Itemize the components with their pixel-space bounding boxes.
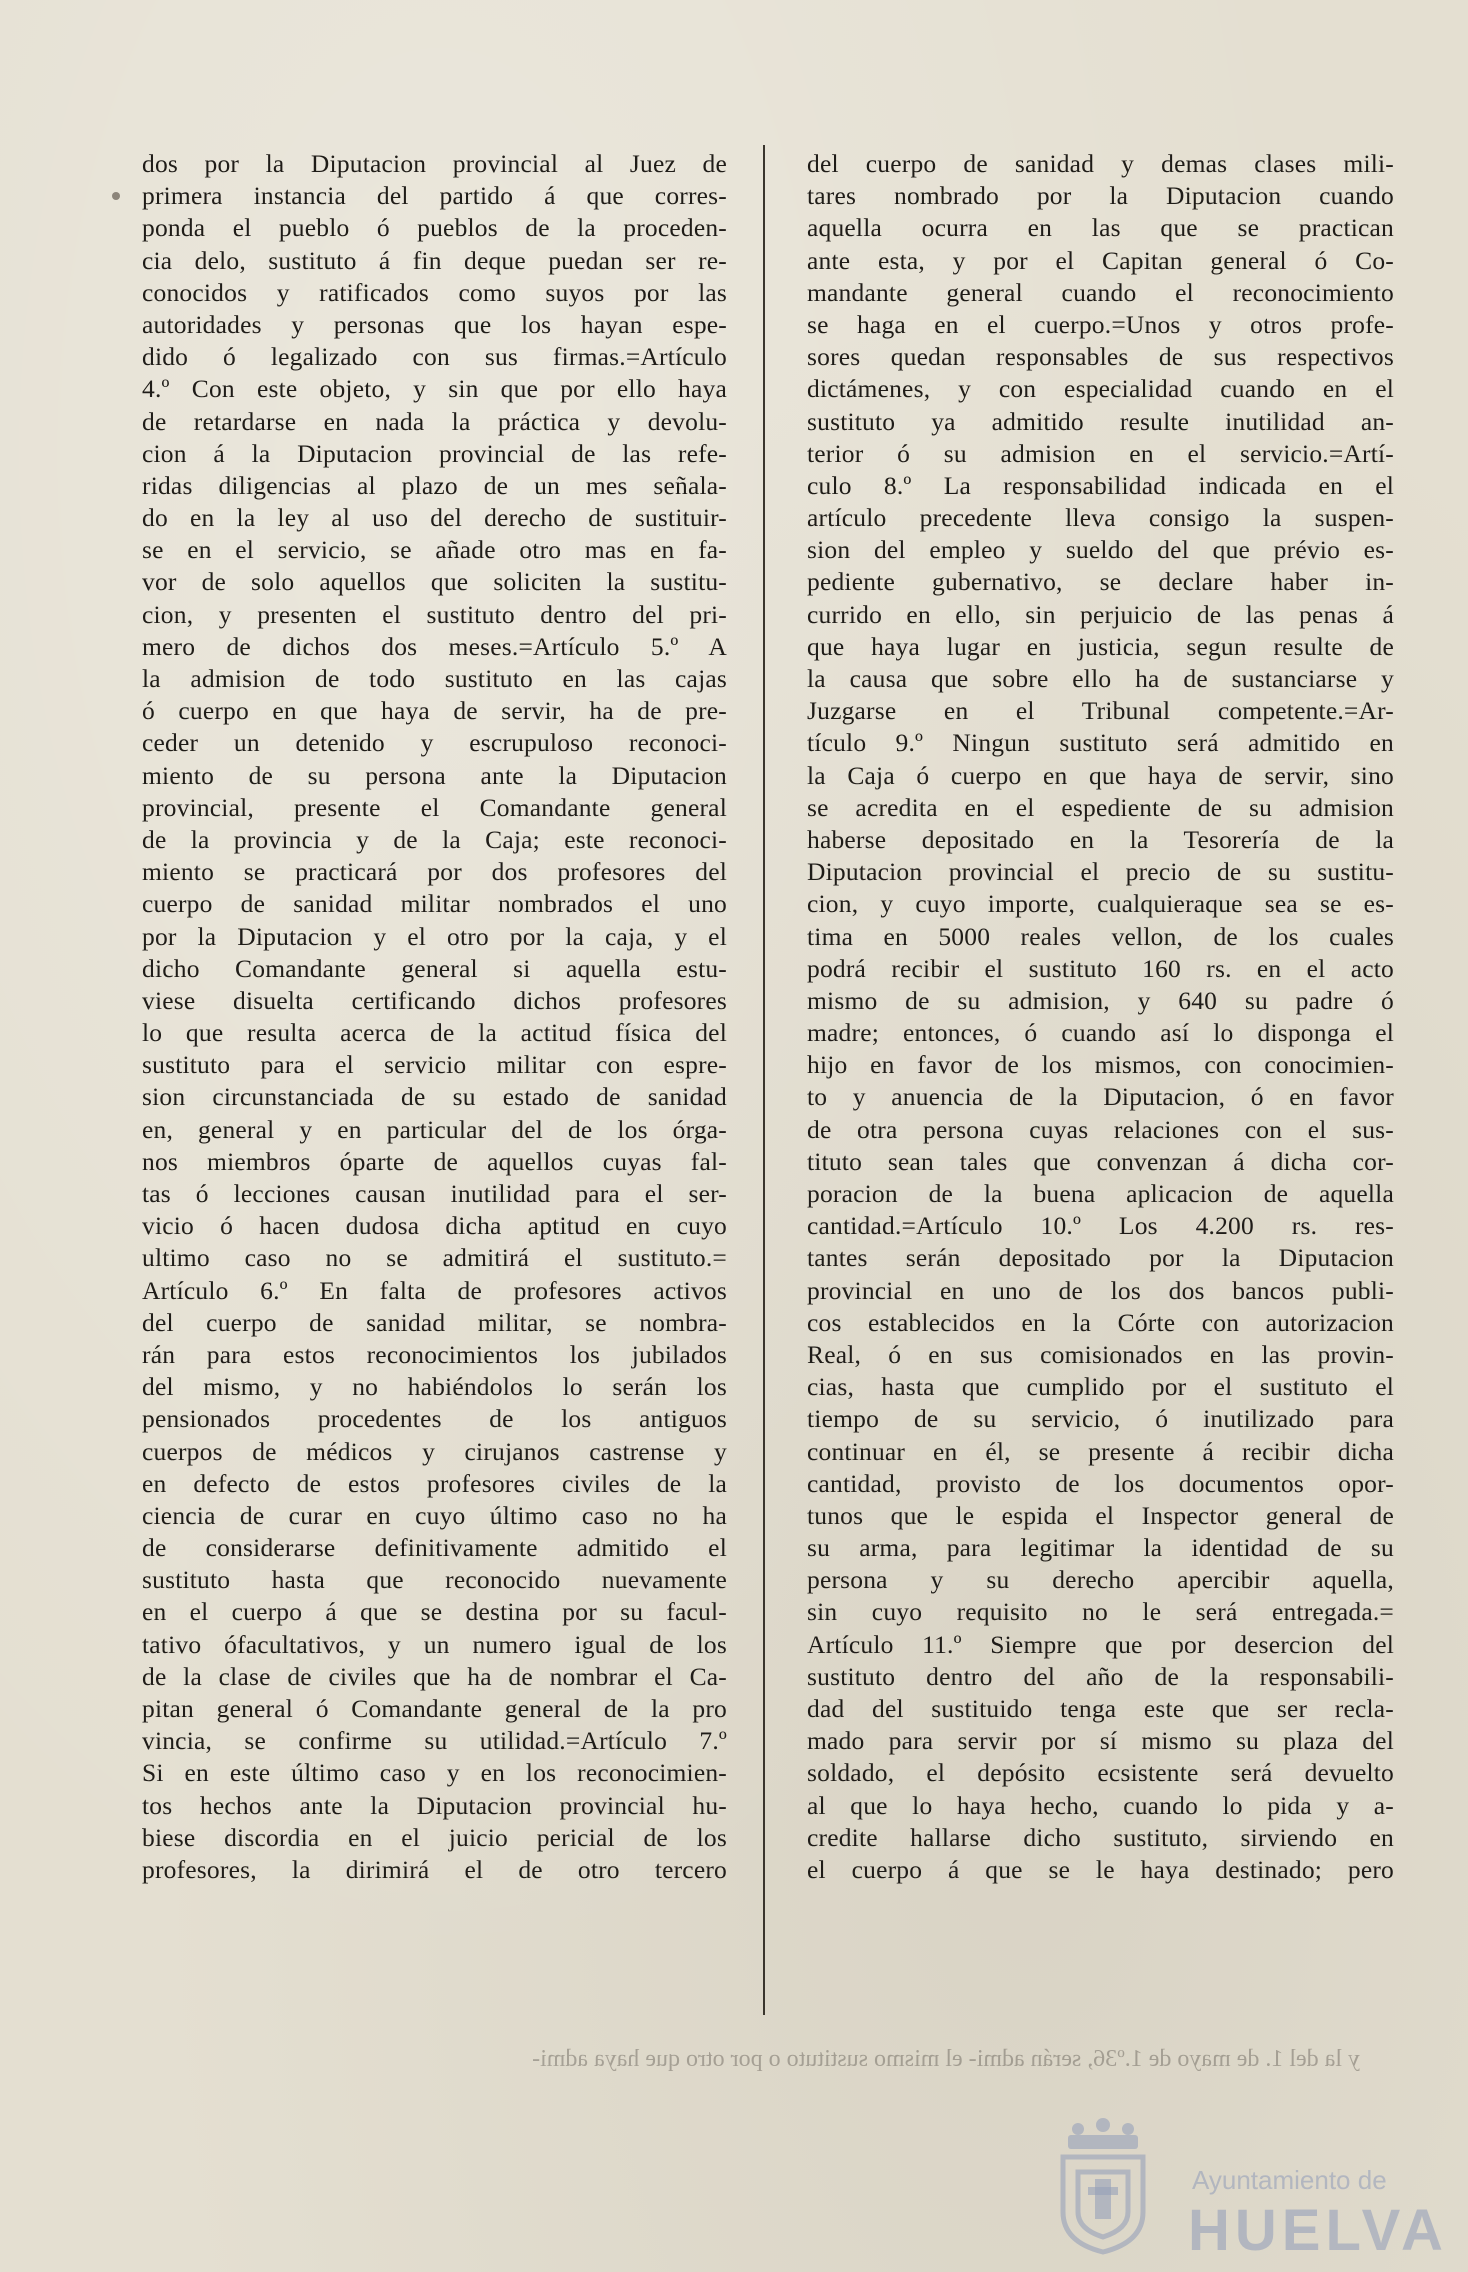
text-line: de la provincia y de la Caja; este reconoci- (142, 824, 727, 854)
text-line: ó cuerpo en que haya de servir, ha de pre- (142, 696, 727, 726)
text-line: artículo precedente lleva consigo la suspen- (807, 503, 1394, 533)
text-line: del mismo, y no habiéndolos lo serán los (142, 1372, 727, 1402)
text-line: sin cuyo requisito no le será entregada.= (807, 1597, 1394, 1627)
text-line: dido ó legalizado con sus firmas.=Artículo (142, 342, 727, 372)
text-line: lo que resulta acerca de la actitud física del (142, 1018, 727, 1048)
text-line: dictámenes, y con especialidad cuando en el (807, 374, 1394, 404)
text-line: cion á la Diputacion provincial de las refe- (142, 438, 727, 468)
text-line: se en el servicio, se añade otro mas en fa- (142, 535, 727, 565)
text-line: en el cuerpo á que se destina por su facul- (142, 1597, 727, 1627)
huelva-watermark (1040, 2105, 1448, 2265)
text-line: del cuerpo de sanidad militar, se nombra- (142, 1307, 727, 1337)
text-line: ponda el pueblo ó pueblos de la proceden- (142, 213, 727, 243)
text-line: el cuerpo á que se le haya destinado; pero (807, 1854, 1394, 1884)
text-line: Real, ó en sus comisionados en las provin- (807, 1339, 1394, 1369)
text-line: de retardarse en nada la práctica y devolu- (142, 406, 727, 436)
text-line: aquella ocurra en las que se practican (807, 213, 1394, 243)
text-line: Artículo 6.º En falta de profesores activos (142, 1275, 727, 1305)
text-line: cuerpo de sanidad militar nombrados el uno (142, 889, 727, 919)
text-line: provincial en uno de los dos bancos publi- (807, 1275, 1394, 1305)
text-line: sores quedan responsables de sus respectivos (807, 342, 1394, 372)
text-line: cion, y presenten el sustituto dentro del pri- (142, 599, 727, 629)
text-line: credite hallarse dicho sustituto, sirviendo en (807, 1822, 1394, 1852)
text-line: conocidos y ratificados como suyos por las (142, 277, 727, 307)
text-line: ridas diligencias al plazo de un mes señala- (142, 470, 727, 500)
text-line: provincial, presente el Comandante general (142, 792, 727, 822)
text-line: cion, y cuyo importe, cualquieraque sea se es- (807, 889, 1394, 919)
text-line: sustituto dentro del año de la responsabili- (807, 1661, 1394, 1691)
text-line: mado para servir por sí mismo su plaza del (807, 1726, 1394, 1756)
text-line: soldado, el depósito ecsistente será devuelto (807, 1758, 1394, 1788)
text-line: la admision de todo sustituto en las cajas (142, 664, 727, 693)
text-line: pitan general ó Comandante general de la pro (142, 1694, 727, 1723)
text-line: sion del empleo y sueldo del que prévio es- (807, 535, 1394, 565)
text-line: rán para estos reconocimientos los jubilados (142, 1339, 727, 1369)
text-line: poracion de la buena aplicacion de aquella (807, 1179, 1394, 1208)
text-line: profesores, la dirimirá el de otro tercero (142, 1854, 727, 1884)
text-line: del cuerpo de sanidad y demas clases mili- (807, 149, 1394, 178)
text-line: sustituto hasta que reconocido nuevamente (142, 1565, 727, 1595)
text-line: continuar en él, se presente á recibir dicha (807, 1436, 1394, 1466)
text-line: dos por la Diputacion provincial al Juez de (142, 149, 727, 178)
text-line: cuerpos de médicos y cirujanos castrense y (142, 1436, 727, 1466)
text-line: vor de solo aquellos que soliciten la sustitu- (142, 567, 727, 597)
text-line: mero de dichos dos meses.=Artículo 5.º A (142, 631, 727, 661)
binding-hole (112, 192, 120, 200)
text-line: vincia, se confirme su utilidad.=Artículo 7.º (142, 1726, 727, 1756)
text-line: Artículo 11.º Siempre que por desercion del (807, 1629, 1394, 1659)
text-line: cantidad.=Artículo 10.º Los 4.200 rs. res- (807, 1211, 1394, 1241)
text-line: pensionados procedentes de los antiguos (142, 1404, 727, 1434)
watermark-big-text: HUELVA (1188, 2198, 1448, 2263)
text-line: tituto sean tales que convenzan á dicha cor- (807, 1146, 1394, 1176)
text-line: vicio ó hacen dudosa dicha aptitud en cuyo (142, 1211, 727, 1241)
text-line: miento de su persona ante la Diputacion (142, 760, 727, 790)
text-line: terior ó su admision en el servicio.=Artí- (807, 438, 1394, 468)
text-line: Diputacion provincial el precio de su sustitu- (807, 857, 1394, 887)
text-line: madre; entonces, ó cuando así lo disponga el (807, 1018, 1394, 1048)
text-line: que haya lugar en justicia, segun resulte de (807, 631, 1394, 661)
column-divider (763, 145, 765, 2015)
text-line: de considerarse definitivamente admitido el (142, 1533, 727, 1563)
text-line: viese disuelta certificando dichos profesores (142, 985, 727, 1015)
left-text-column (142, 148, 727, 1886)
text-line: dicho Comandante general si aquella estu- (142, 953, 727, 983)
text-line: su arma, para legitimar la identidad de su (807, 1533, 1394, 1563)
text-line: miento se practicará por dos profesores del (142, 857, 727, 887)
text-line: tares nombrado por la Diputacion cuando (807, 181, 1394, 211)
text-line: Juzgarse en el Tribunal competente.=Ar- (807, 696, 1394, 726)
text-line: tunos que le espida el Inspector general de (807, 1500, 1394, 1530)
text-line: tos hechos ante la Diputacion provincial hu- (142, 1790, 727, 1820)
text-line: 4.º Con este objeto, y sin que por ello haya (142, 374, 727, 404)
text-line: to y anuencia de la Diputacion, ó en favor (807, 1082, 1394, 1112)
text-line: culo 8.º La responsabilidad indicada en el (807, 470, 1394, 500)
text-line: nos miembros óparte de aquellos cuyas fal- (142, 1146, 727, 1176)
text-line: tiempo de su servicio, ó inutilizado para (807, 1404, 1394, 1434)
text-line: la Caja ó cuerpo en que haya de servir, sino (807, 760, 1394, 790)
text-line: la causa que sobre ello ha de sustanciarse y (807, 664, 1394, 693)
text-line: dad del sustituido tenga este que ser recla- (807, 1694, 1394, 1723)
text-line: mandante general cuando el reconocimiento (807, 277, 1394, 307)
text-line: mismo de su admision, y 640 su padre ó (807, 985, 1394, 1015)
text-line: ceder un detenido y escrupuloso reconoci- (142, 728, 727, 758)
text-line: se haga en el cuerpo.=Unos y otros profe- (807, 309, 1394, 339)
text-line: cantidad, provisto de los documentos opor- (807, 1468, 1394, 1498)
text-line: sustituto ya admitido resulte inutilidad an- (807, 406, 1394, 436)
bleed-through-text: y la del 1. de mayo de 1.º36, serán admi- el mismo sustituto o por otro que haya admi- (532, 2046, 1360, 2072)
text-line: tas ó lecciones causan inutilidad para el ser- (142, 1179, 727, 1208)
text-line: autoridades y personas que los hayan espe- (142, 309, 727, 339)
text-line: primera instancia del partido á que corres- (142, 181, 727, 211)
text-line: tículo 9.º Ningun sustituto será admitido en (807, 728, 1394, 758)
text-line: de la clase de civiles que ha de nombrar el Ca- (142, 1661, 727, 1691)
text-line: hijo en favor de los mismos, con conocimien- (807, 1050, 1394, 1080)
text-line: tima en 5000 reales vellon, de los cuales (807, 921, 1394, 951)
text-line: de otra persona cuyas relaciones con el sus- (807, 1114, 1394, 1144)
text-line: biese discordia en el juicio pericial de los (142, 1822, 727, 1852)
text-line: tantes serán depositado por la Diputacion (807, 1243, 1394, 1273)
text-line: ante esta, y por el Capitan general ó Co- (807, 245, 1394, 275)
city-seal-icon (1048, 2117, 1158, 2257)
text-line: Si en este último caso y en los reconocimien- (142, 1758, 727, 1788)
text-line: do en la ley al uso del derecho de sustituir- (142, 503, 727, 533)
right-text-column (807, 148, 1394, 1886)
watermark-small-text: Ayuntamiento de (1192, 2165, 1387, 2195)
text-line: currido en ello, sin perjuicio de las penas á (807, 599, 1394, 629)
text-line: se acredita en el espediente de su admision (807, 792, 1394, 822)
text-line: cia delo, sustituto á fin deque puedan ser re- (142, 245, 727, 275)
text-line: tativo ófacultativos, y un numero igual de los (142, 1629, 727, 1659)
text-line: cias, hasta que cumplido por el sustituto el (807, 1372, 1394, 1402)
text-line: pediente gubernativo, se declare haber in- (807, 567, 1394, 597)
text-line: ciencia de curar en cuyo último caso no ha (142, 1500, 727, 1530)
text-line: al que lo haya hecho, cuando lo pida y a- (807, 1790, 1394, 1820)
text-line: sustituto para el servicio militar con espre- (142, 1050, 727, 1080)
text-line: en defecto de estos profesores civiles de la (142, 1468, 727, 1498)
text-line: persona y su derecho apercibir aquella, (807, 1565, 1394, 1595)
text-line: podrá recibir el sustituto 160 rs. en el acto (807, 953, 1394, 983)
text-line: sion circunstanciada de su estado de sanidad (142, 1082, 727, 1112)
text-line: por la Diputacion y el otro por la caja, y el (142, 921, 727, 951)
text-line: haberse depositado en la Tesorería de la (807, 824, 1394, 854)
text-line: cos establecidos en la Córte con autorizacion (807, 1307, 1394, 1337)
text-line: en, general y en particular del de los órga- (142, 1114, 727, 1144)
text-line: ultimo caso no se admitirá el sustituto.= (142, 1243, 727, 1273)
